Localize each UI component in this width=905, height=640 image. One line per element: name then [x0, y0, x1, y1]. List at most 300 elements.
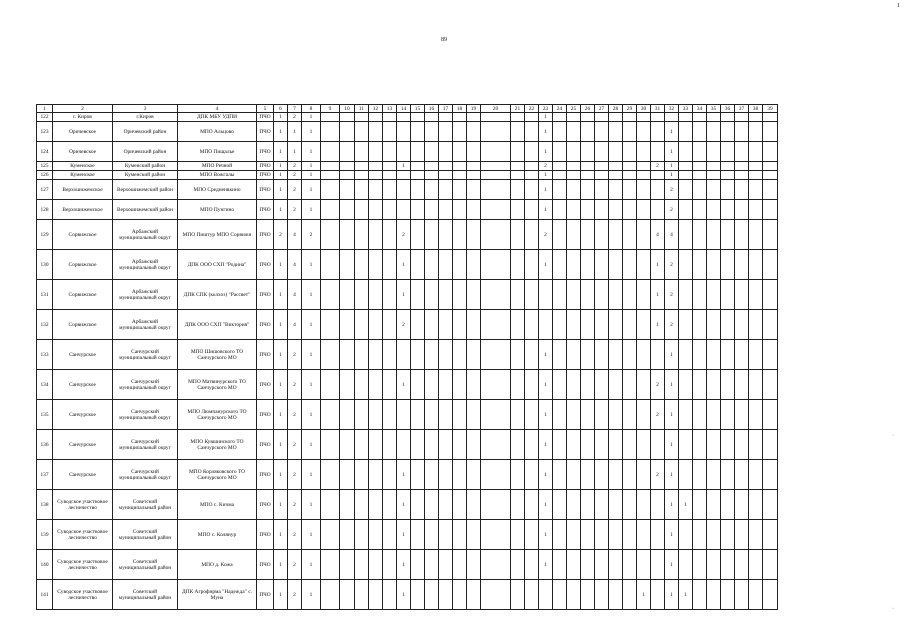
- value-cell: [637, 310, 651, 340]
- empty-cell: [411, 142, 425, 162]
- empty-cell: [383, 171, 397, 180]
- empty-cell: [553, 430, 567, 460]
- empty-cell: [425, 520, 439, 550]
- empty-cell: [355, 250, 369, 280]
- row-number-cell: 124: [37, 142, 53, 162]
- value-cell: 2: [651, 162, 665, 171]
- empty-cell: [609, 340, 623, 370]
- empty-cell: [355, 520, 369, 550]
- organization-cell: МПО Корляковского ТО Санчурского МО: [178, 460, 257, 490]
- empty-cell: [553, 162, 567, 171]
- empty-cell: [721, 113, 735, 122]
- empty-cell: [340, 580, 355, 610]
- empty-cell: [749, 460, 763, 490]
- row-number-cell: 136: [37, 430, 53, 460]
- empty-cell: [749, 550, 763, 580]
- empty-cell: [525, 162, 539, 171]
- type-cell: ПЧО: [257, 142, 274, 162]
- district-cell: Куменский район: [113, 171, 178, 180]
- value-cell: [679, 220, 693, 250]
- value-cell: 2: [539, 220, 553, 250]
- empty-cell: [453, 122, 467, 142]
- empty-cell: [707, 370, 721, 400]
- value-cell: 1: [397, 280, 411, 310]
- empty-cell: [453, 430, 467, 460]
- value-cell: 2: [651, 370, 665, 400]
- empty-cell: [609, 280, 623, 310]
- corner-mark: 1: [897, 3, 900, 9]
- empty-cell: [735, 280, 749, 310]
- region-cell: Сорвижское: [53, 280, 113, 310]
- header-cell: 4: [178, 105, 257, 113]
- empty-cell: [525, 460, 539, 490]
- header-cell: 8: [302, 105, 321, 113]
- empty-cell: [411, 162, 425, 171]
- empty-cell: [707, 171, 721, 180]
- empty-cell: [411, 280, 425, 310]
- empty-cell: [721, 250, 735, 280]
- header-cell: 3: [113, 105, 178, 113]
- empty-cell: [453, 370, 467, 400]
- empty-cell: [525, 490, 539, 520]
- empty-cell: [369, 460, 383, 490]
- value-cell: 2: [651, 460, 665, 490]
- header-cell: 27: [595, 105, 609, 113]
- region-cell: Куменское: [53, 171, 113, 180]
- value-cell: 1: [539, 340, 553, 370]
- empty-cell: [453, 310, 467, 340]
- empty-cell: [511, 490, 525, 520]
- empty-cell: [321, 162, 340, 171]
- row-number-cell: 126: [37, 171, 53, 180]
- value-cell: 1: [539, 370, 553, 400]
- region-cell: Суводское участковое лесничество: [53, 550, 113, 580]
- organization-cell: МПО Пиштур МПО Сорвижи: [178, 220, 257, 250]
- empty-cell: [369, 400, 383, 430]
- value-cell: [651, 200, 665, 220]
- region-cell: Сорвижское: [53, 250, 113, 280]
- empty-cell: [553, 550, 567, 580]
- empty-cell: [609, 520, 623, 550]
- value-cell: 1: [665, 460, 679, 490]
- empty-cell: [735, 400, 749, 430]
- empty-cell: [467, 490, 481, 520]
- value-cell: 2: [665, 250, 679, 280]
- region-cell: Куменское: [53, 162, 113, 171]
- empty-cell: [321, 280, 340, 310]
- empty-cell: [411, 171, 425, 180]
- table-row: [37, 520, 778, 550]
- empty-cell: [525, 580, 539, 610]
- empty-cell: [439, 340, 453, 370]
- empty-cell: [411, 340, 425, 370]
- empty-cell: [439, 250, 453, 280]
- value-cell: [679, 171, 693, 180]
- value-cell: [539, 310, 553, 340]
- empty-cell: [467, 220, 481, 250]
- empty-cell: [595, 142, 609, 162]
- empty-cell: [693, 113, 707, 122]
- value-cell: 2: [302, 220, 321, 250]
- value-cell: 4: [288, 310, 302, 340]
- value-cell: 2: [665, 200, 679, 220]
- header-cell: 7: [288, 105, 302, 113]
- value-cell: [679, 162, 693, 171]
- value-cell: [679, 460, 693, 490]
- empty-cell: [609, 250, 623, 280]
- header-cell: 21: [511, 105, 525, 113]
- header-cell: 26: [581, 105, 595, 113]
- header-cell: 12: [369, 105, 383, 113]
- empty-cell: [721, 122, 735, 142]
- type-cell: ПЧО: [257, 340, 274, 370]
- empty-cell: [369, 250, 383, 280]
- value-cell: [539, 280, 553, 310]
- row-number-cell: 137: [37, 460, 53, 490]
- empty-cell: [355, 220, 369, 250]
- empty-cell: [481, 122, 511, 142]
- empty-cell: [581, 113, 595, 122]
- empty-cell: [525, 340, 539, 370]
- table-row: [37, 550, 778, 580]
- margin-tick: ·: [892, 606, 894, 612]
- empty-cell: [439, 460, 453, 490]
- empty-cell: [707, 250, 721, 280]
- value-cell: 1: [302, 200, 321, 220]
- value-cell: 1: [665, 430, 679, 460]
- value-cell: [637, 370, 651, 400]
- empty-cell: [763, 310, 778, 340]
- row-number-cell: 130: [37, 250, 53, 280]
- empty-cell: [581, 142, 595, 162]
- type-cell: ПЧО: [257, 280, 274, 310]
- value-cell: 1: [302, 122, 321, 142]
- empty-cell: [453, 171, 467, 180]
- value-cell: [651, 113, 665, 122]
- empty-cell: [693, 580, 707, 610]
- empty-cell: [749, 400, 763, 430]
- value-cell: [679, 250, 693, 280]
- empty-cell: [623, 250, 637, 280]
- value-cell: 1: [274, 550, 288, 580]
- empty-cell: [567, 370, 581, 400]
- empty-cell: [439, 550, 453, 580]
- empty-cell: [511, 180, 525, 200]
- organization-cell: ДПК Агрофирма "Надежда" с. Муна: [178, 580, 257, 610]
- empty-cell: [623, 280, 637, 310]
- empty-cell: [567, 142, 581, 162]
- header-cell: 17: [439, 105, 453, 113]
- region-cell: Санчурское: [53, 340, 113, 370]
- empty-cell: [453, 220, 467, 250]
- type-cell: ПЧО: [257, 162, 274, 171]
- empty-cell: [525, 550, 539, 580]
- empty-cell: [595, 220, 609, 250]
- empty-cell: [511, 142, 525, 162]
- empty-cell: [525, 430, 539, 460]
- empty-cell: [481, 490, 511, 520]
- empty-cell: [693, 162, 707, 171]
- empty-cell: [321, 180, 340, 200]
- value-cell: 1: [651, 250, 665, 280]
- empty-cell: [453, 113, 467, 122]
- empty-cell: [411, 520, 425, 550]
- empty-cell: [567, 580, 581, 610]
- empty-cell: [511, 310, 525, 340]
- empty-cell: [763, 550, 778, 580]
- empty-cell: [581, 580, 595, 610]
- empty-cell: [340, 171, 355, 180]
- value-cell: [651, 430, 665, 460]
- header-cell: 11: [355, 105, 369, 113]
- value-cell: 1: [397, 580, 411, 610]
- header-cell: 30: [637, 105, 651, 113]
- empty-cell: [595, 520, 609, 550]
- empty-cell: [340, 113, 355, 122]
- value-cell: [651, 550, 665, 580]
- type-cell: ПЧО: [257, 220, 274, 250]
- empty-cell: [369, 122, 383, 142]
- district-cell: Оричевский район: [113, 142, 178, 162]
- value-cell: 1: [288, 142, 302, 162]
- empty-cell: [721, 400, 735, 430]
- value-cell: [651, 580, 665, 610]
- empty-cell: [595, 580, 609, 610]
- region-cell: Санчурское: [53, 430, 113, 460]
- empty-cell: [693, 550, 707, 580]
- empty-cell: [321, 142, 340, 162]
- empty-cell: [553, 580, 567, 610]
- empty-cell: [567, 250, 581, 280]
- row-number-cell: 131: [37, 280, 53, 310]
- empty-cell: [481, 220, 511, 250]
- value-cell: 2: [397, 220, 411, 250]
- empty-cell: [425, 171, 439, 180]
- empty-cell: [763, 200, 778, 220]
- value-cell: [397, 340, 411, 370]
- empty-cell: [481, 142, 511, 162]
- empty-cell: [411, 550, 425, 580]
- empty-cell: [383, 220, 397, 250]
- value-cell: 2: [539, 162, 553, 171]
- empty-cell: [553, 113, 567, 122]
- header-cell: 34: [693, 105, 707, 113]
- value-cell: [651, 490, 665, 520]
- value-cell: 1: [274, 460, 288, 490]
- empty-cell: [511, 250, 525, 280]
- empty-cell: [467, 142, 481, 162]
- empty-cell: [383, 550, 397, 580]
- empty-cell: [581, 460, 595, 490]
- empty-cell: [763, 370, 778, 400]
- value-cell: [637, 200, 651, 220]
- empty-cell: [411, 220, 425, 250]
- empty-cell: [735, 430, 749, 460]
- empty-cell: [553, 200, 567, 220]
- empty-cell: [369, 200, 383, 220]
- value-cell: 4: [288, 250, 302, 280]
- empty-cell: [693, 142, 707, 162]
- value-cell: 1: [397, 460, 411, 490]
- row-number-cell: 125: [37, 162, 53, 171]
- empty-cell: [609, 171, 623, 180]
- table-row: [37, 400, 778, 430]
- empty-cell: [693, 171, 707, 180]
- empty-cell: [411, 113, 425, 122]
- empty-cell: [411, 580, 425, 610]
- empty-cell: [411, 400, 425, 430]
- header-cell: 22: [525, 105, 539, 113]
- value-cell: 2: [397, 310, 411, 340]
- empty-cell: [439, 490, 453, 520]
- value-cell: [679, 180, 693, 200]
- empty-cell: [525, 200, 539, 220]
- empty-cell: [321, 171, 340, 180]
- empty-cell: [609, 400, 623, 430]
- value-cell: 2: [288, 200, 302, 220]
- empty-cell: [439, 162, 453, 171]
- value-cell: 1: [539, 142, 553, 162]
- table-row: [37, 310, 778, 340]
- empty-cell: [340, 162, 355, 171]
- region-cell: Оричевское: [53, 122, 113, 142]
- header-cell: 23: [539, 105, 553, 113]
- value-cell: 1: [302, 430, 321, 460]
- empty-cell: [595, 180, 609, 200]
- value-cell: [397, 171, 411, 180]
- empty-cell: [763, 122, 778, 142]
- empty-cell: [525, 370, 539, 400]
- empty-cell: [511, 162, 525, 171]
- empty-cell: [525, 122, 539, 142]
- empty-cell: [355, 113, 369, 122]
- row-number-cell: 138: [37, 490, 53, 520]
- empty-cell: [369, 171, 383, 180]
- empty-cell: [439, 180, 453, 200]
- empty-cell: [707, 280, 721, 310]
- value-cell: [637, 162, 651, 171]
- empty-cell: [735, 580, 749, 610]
- district-cell: Оричевский район: [113, 122, 178, 142]
- organization-cell: МПО с. Колянур: [178, 520, 257, 550]
- empty-cell: [595, 430, 609, 460]
- value-cell: 2: [288, 460, 302, 490]
- table-row: [37, 460, 778, 490]
- empty-cell: [425, 162, 439, 171]
- empty-cell: [467, 200, 481, 220]
- empty-cell: [581, 200, 595, 220]
- empty-cell: [481, 340, 511, 370]
- empty-cell: [453, 250, 467, 280]
- value-cell: 4: [288, 220, 302, 250]
- empty-cell: [623, 460, 637, 490]
- value-cell: 1: [539, 122, 553, 142]
- empty-cell: [481, 400, 511, 430]
- empty-cell: [707, 580, 721, 610]
- empty-cell: [595, 550, 609, 580]
- empty-cell: [595, 162, 609, 171]
- empty-cell: [707, 490, 721, 520]
- empty-cell: [481, 171, 511, 180]
- empty-cell: [439, 113, 453, 122]
- value-cell: [637, 122, 651, 142]
- empty-cell: [567, 460, 581, 490]
- margin-tick: ·: [892, 433, 894, 439]
- empty-cell: [623, 370, 637, 400]
- header-cell: 20: [481, 105, 511, 113]
- value-cell: 2: [651, 400, 665, 430]
- type-cell: ПЧО: [257, 200, 274, 220]
- value-cell: [637, 280, 651, 310]
- register-table: [36, 104, 778, 610]
- empty-cell: [567, 490, 581, 520]
- type-cell: ПЧО: [257, 520, 274, 550]
- empty-cell: [553, 370, 567, 400]
- value-cell: 1: [302, 370, 321, 400]
- empty-cell: [467, 340, 481, 370]
- value-cell: 2: [288, 171, 302, 180]
- empty-cell: [707, 162, 721, 171]
- empty-cell: [749, 340, 763, 370]
- empty-cell: [553, 171, 567, 180]
- empty-cell: [321, 580, 340, 610]
- empty-cell: [383, 250, 397, 280]
- empty-cell: [467, 580, 481, 610]
- empty-cell: [321, 250, 340, 280]
- empty-cell: [707, 142, 721, 162]
- district-cell: Санчурский муниципальный округ: [113, 400, 178, 430]
- value-cell: [679, 122, 693, 142]
- empty-cell: [581, 430, 595, 460]
- empty-cell: [609, 113, 623, 122]
- empty-cell: [467, 460, 481, 490]
- type-cell: ПЧО: [257, 580, 274, 610]
- table-row: [37, 122, 778, 142]
- empty-cell: [553, 180, 567, 200]
- empty-cell: [721, 520, 735, 550]
- empty-cell: [481, 460, 511, 490]
- empty-cell: [749, 370, 763, 400]
- empty-cell: [623, 550, 637, 580]
- empty-cell: [623, 142, 637, 162]
- value-cell: 1: [665, 122, 679, 142]
- value-cell: [397, 142, 411, 162]
- empty-cell: [623, 200, 637, 220]
- empty-cell: [425, 200, 439, 220]
- region-cell: Верхошижемское: [53, 180, 113, 200]
- value-cell: 1: [665, 340, 679, 370]
- empty-cell: [453, 460, 467, 490]
- value-cell: 1: [274, 520, 288, 550]
- empty-cell: [749, 200, 763, 220]
- organization-cell: ДПК ООО СХП "Виктория": [178, 310, 257, 340]
- empty-cell: [721, 142, 735, 162]
- value-cell: 1: [651, 310, 665, 340]
- district-cell: Советский муниципальный район: [113, 550, 178, 580]
- value-cell: [679, 310, 693, 340]
- empty-cell: [693, 200, 707, 220]
- region-cell: Санчурское: [53, 400, 113, 430]
- empty-cell: [383, 280, 397, 310]
- value-cell: 1: [302, 162, 321, 171]
- value-cell: [679, 430, 693, 460]
- empty-cell: [581, 220, 595, 250]
- empty-cell: [383, 400, 397, 430]
- empty-cell: [567, 280, 581, 310]
- empty-cell: [439, 520, 453, 550]
- value-cell: [539, 580, 553, 610]
- empty-cell: [411, 122, 425, 142]
